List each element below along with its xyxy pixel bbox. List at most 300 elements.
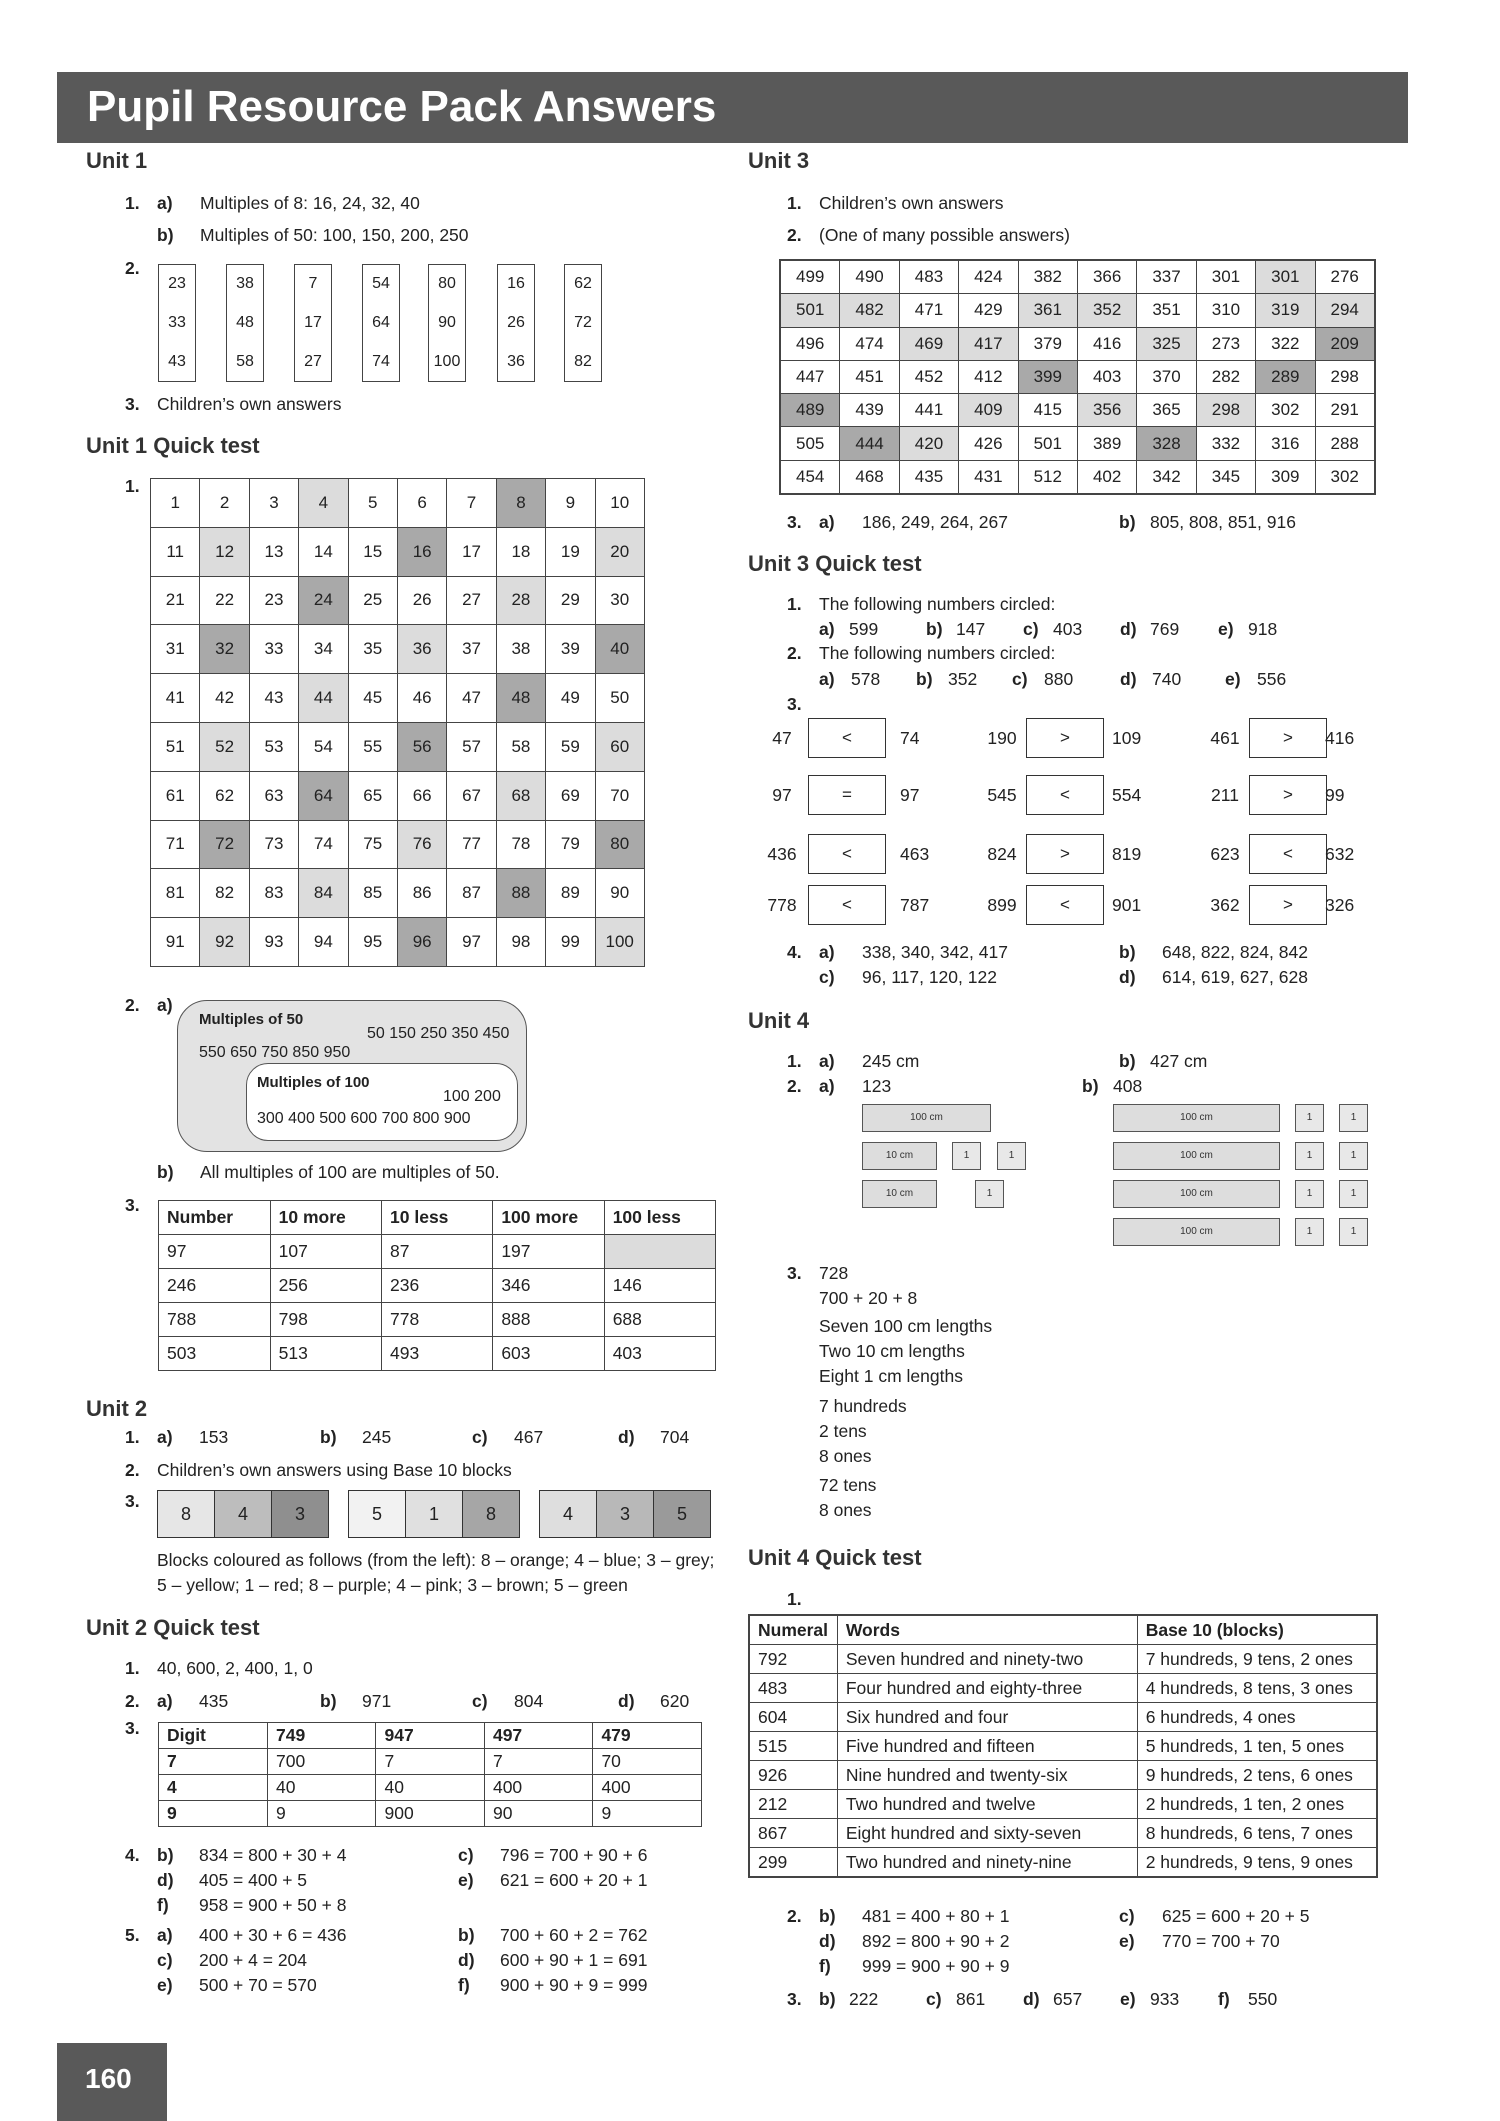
hundred-square-cell: 58 (496, 722, 545, 771)
venn-inner-label: Multiples of 100 (257, 1074, 370, 1091)
base10-rod: 10 cm (862, 1180, 937, 1208)
table-header: Words (837, 1615, 1137, 1645)
base10-cube: 1 (1295, 1180, 1324, 1208)
compare-left: 545 (987, 785, 1017, 805)
hundred-square-cell: 91 (151, 918, 200, 967)
hundred-square-cell: 85 (348, 869, 397, 918)
unit3-grid-cell: 289 (1256, 360, 1315, 393)
column-cell: 16 (507, 275, 525, 292)
venn-inner (246, 1063, 518, 1141)
answer-value: 796 = 700 + 90 + 6 (500, 1845, 648, 1865)
hundred-square-cell: 81 (151, 869, 200, 918)
unit3-grid-cell: 402 (1077, 460, 1136, 494)
column-cell: 62 (574, 275, 592, 292)
unit4-q3-line: 700 + 20 + 8 (819, 1288, 918, 1308)
table-cell: 403 (604, 1337, 715, 1371)
answer-value: 147 (956, 619, 986, 639)
unit3-grid-cell: 482 (840, 294, 899, 327)
hundred-square-cell: 2 (200, 479, 249, 528)
answer-value: 556 (1257, 669, 1287, 689)
table-cell: 603 (493, 1337, 604, 1371)
table-header: Numeral (749, 1615, 837, 1645)
table-cell: 700 (268, 1749, 376, 1775)
hundred-square-cell: 66 (397, 771, 446, 820)
table-cell: 70 (593, 1749, 702, 1775)
q-number: 1. (125, 476, 140, 496)
hundred-square-cell: 5 (348, 479, 397, 528)
unit3-grid-cell: 501 (1018, 427, 1077, 460)
unit3-q2: (One of many possible answers) (819, 225, 1070, 245)
compare-symbol-box: < (808, 718, 886, 758)
answer-value: 500 + 70 = 570 (199, 1975, 317, 1995)
q-label: c) (1012, 669, 1028, 689)
answer-value: 352 (948, 669, 978, 689)
q-label: a) (819, 1051, 835, 1071)
q-label: c) (472, 1427, 488, 1447)
hundred-square-cell: 14 (299, 527, 348, 576)
unit1-q3: Children’s own answers (157, 394, 342, 414)
hundred-square-cell: 37 (447, 625, 496, 674)
unit2-title: Unit 2 (86, 1396, 148, 1421)
q-number: 2. (125, 995, 140, 1015)
hundred-square-cell: 94 (299, 918, 348, 967)
q-number: 5. (125, 1925, 140, 1945)
hundred-square (150, 478, 645, 967)
unit3-grid-cell: 468 (840, 460, 899, 494)
hundred-square-cell: 18 (496, 527, 545, 576)
table-cell: 493 (382, 1337, 493, 1371)
table-header: Number (159, 1201, 271, 1235)
hundred-square-cell: 4 (299, 479, 348, 528)
table-cell: 212 (749, 1790, 837, 1819)
unit3-grid-cell: 302 (1256, 394, 1315, 427)
answer-value: 578 (851, 669, 881, 689)
column-cell: 54 (372, 275, 390, 292)
hundred-square-cell: 84 (299, 869, 348, 918)
compare-right: 97 (900, 785, 920, 805)
hundred-square-cell: 93 (249, 918, 298, 967)
table-header: 479 (593, 1723, 702, 1749)
q-number: 2. (125, 1460, 140, 1480)
table-cell: Seven hundred and ninety-two (837, 1645, 1137, 1674)
compare-symbol-box: = (808, 775, 886, 815)
hundred-square-cell: 36 (397, 625, 446, 674)
unit3-grid-cell: 302 (1315, 460, 1375, 494)
q-number: 2. (787, 1906, 802, 1926)
hundred-square-cell: 56 (397, 722, 446, 771)
q-label: e) (1225, 669, 1241, 689)
unit3-grid-cell: 489 (780, 394, 840, 427)
compare-right: 632 (1325, 844, 1355, 864)
base10-rod: 100 cm (1113, 1104, 1280, 1132)
answer-value: 614, 619, 627, 628 (1162, 967, 1308, 987)
column-cell: 80 (438, 275, 456, 292)
q-number: 3. (125, 1718, 140, 1738)
answer-value: 620 (660, 1691, 690, 1711)
table-cell: 400 (484, 1775, 592, 1801)
unit3-grid-cell: 288 (1315, 427, 1375, 460)
unit4-q1b: 427 cm (1150, 1051, 1208, 1071)
q-number: 2. (787, 643, 802, 663)
venn-outer-numbers: 550 650 750 850 950 (199, 1044, 351, 1061)
table-cell: 299 (749, 1848, 837, 1878)
table-cell: 236 (382, 1269, 493, 1303)
hundred-square-cell: 60 (595, 722, 644, 771)
unit3-q1: Children’s own answers (819, 193, 1004, 213)
hundred-square-cell: 27 (447, 576, 496, 625)
table-cell: Eight hundred and sixty-seven (837, 1819, 1137, 1848)
column-cell: 7 (308, 275, 318, 292)
unit4-q3-line: 8 ones (819, 1500, 872, 1520)
unit3-grid-cell: 403 (1077, 360, 1136, 393)
hundred-square-cell: 11 (151, 527, 200, 576)
column-cell: 48 (236, 314, 254, 331)
q-label: d) (157, 1870, 174, 1890)
number-column (428, 264, 466, 382)
q-label: a) (157, 995, 173, 1015)
hundred-square-cell: 65 (348, 771, 397, 820)
answer-value: 770 = 700 + 70 (1162, 1931, 1280, 1951)
q-number: 1. (787, 1589, 802, 1609)
unit3-grid-cell: 399 (1018, 360, 1077, 393)
compare-left: 436 (767, 844, 797, 864)
answer-value: 657 (1053, 1989, 1083, 2009)
compare-symbol-box: < (1026, 775, 1104, 815)
hundred-square-cell: 82 (200, 869, 249, 918)
table-header: 100 more (493, 1201, 604, 1235)
unit2-note: Blocks coloured as follows (from the left): 8 – orange; 4 – blue; 3 – grey; (157, 1550, 715, 1570)
column-cell: 36 (507, 353, 525, 370)
table-cell: 87 (382, 1235, 493, 1269)
answer-value: 918 (1248, 619, 1278, 639)
q-label: b) (458, 1925, 475, 1945)
unit3-grid-cell: 499 (780, 260, 840, 294)
table-cell: 4 (159, 1775, 268, 1801)
q-label: c) (472, 1691, 488, 1711)
table-cell: 9 (159, 1801, 268, 1827)
q-number: 4. (787, 942, 802, 962)
column-cell: 72 (574, 314, 592, 331)
hundred-square-cell: 100 (595, 918, 644, 967)
unit2-note: 5 – yellow; 1 – red; 8 – purple; 4 – pink; 3 – brown; 5 – green (157, 1575, 628, 1595)
q-label: a) (157, 1427, 173, 1447)
compare-right: 99 (1325, 785, 1345, 805)
q-label: a) (819, 942, 835, 962)
answer-value: 933 (1150, 1989, 1180, 2009)
hundred-square-cell: 50 (595, 674, 644, 723)
hundred-square-cell: 79 (546, 820, 595, 869)
q-label: b) (1082, 1076, 1099, 1096)
hundred-square-cell: 23 (249, 576, 298, 625)
q-number: 3. (787, 694, 802, 714)
table-cell: 483 (749, 1674, 837, 1703)
q-label: c) (458, 1845, 474, 1865)
table-cell: 197 (493, 1235, 604, 1269)
q-number: 3. (787, 1263, 802, 1283)
column-cell: 64 (372, 314, 390, 331)
column-cell: 100 (433, 353, 461, 370)
hundred-square-cell: 69 (546, 771, 595, 820)
hundred-square-cell: 83 (249, 869, 298, 918)
q-number: 1. (787, 193, 802, 213)
table-header: 10 more (270, 1201, 381, 1235)
unit4-title: Unit 4 (748, 1008, 810, 1033)
answer-value: 769 (1150, 619, 1180, 639)
q-label: c) (926, 1989, 942, 2009)
unit3-grid-cell: 431 (959, 460, 1018, 494)
answer-value: 96, 117, 120, 122 (862, 967, 997, 987)
hundred-square-cell: 80 (595, 820, 644, 869)
unit3-q3b: 805, 808, 851, 916 (1150, 512, 1296, 532)
number-column (564, 264, 602, 382)
unit3-grid-cell: 447 (780, 360, 840, 393)
answer-value: 550 (1248, 1989, 1278, 2009)
unit3-grid-cell: 322 (1256, 327, 1315, 360)
q-label: f) (157, 1895, 169, 1915)
unit3-grid-cell: 365 (1137, 394, 1196, 427)
table-cell: 9 (268, 1801, 376, 1827)
q-number: 2. (125, 1691, 140, 1711)
unit4-q3-line: 72 tens (819, 1475, 877, 1495)
q-label: a) (157, 193, 173, 213)
answer-value: 625 = 600 + 20 + 5 (1162, 1906, 1310, 1926)
hundred-square-cell: 44 (299, 674, 348, 723)
unit3-quick-q1: The following numbers circled: (819, 594, 1056, 614)
unit3-grid-cell: 366 (1077, 260, 1136, 294)
unit3-grid-cell: 501 (780, 294, 840, 327)
answer-value: 861 (956, 1989, 986, 2009)
compare-left: 97 (772, 785, 792, 805)
compare-left: 899 (987, 895, 1017, 915)
unit3-grid-cell: 389 (1077, 427, 1136, 460)
unit4-q3-line: Eight 1 cm lengths (819, 1366, 963, 1386)
base10-cube: 1 (1339, 1142, 1368, 1170)
table-cell: Five hundred and fifteen (837, 1732, 1137, 1761)
unit3-grid-cell: 412 (959, 360, 1018, 393)
table-cell: 97 (159, 1235, 271, 1269)
q-label: c) (819, 967, 835, 987)
compare-symbol-box: > (1249, 775, 1327, 815)
table-cell: 246 (159, 1269, 271, 1303)
hundred-square-cell: 59 (546, 722, 595, 771)
unit3-grid-cell: 328 (1137, 427, 1196, 460)
base10-rod: 100 cm (1113, 1180, 1280, 1208)
q-number: 3. (125, 394, 140, 414)
unit1-title: Unit 1 (86, 148, 148, 173)
table-cell: 798 (270, 1303, 381, 1337)
hundred-square-cell: 92 (200, 918, 249, 967)
compare-right: 787 (900, 895, 930, 915)
base10-cube: 1 (1339, 1218, 1368, 1246)
q-number: 1. (125, 193, 140, 213)
number-column (294, 264, 332, 382)
q-label: a) (819, 669, 835, 689)
q-label: b) (1119, 1051, 1136, 1071)
answer-value: 481 = 400 + 80 + 1 (862, 1906, 1010, 1926)
hundred-square-cell: 88 (496, 869, 545, 918)
table-cell: 7 (159, 1749, 268, 1775)
q-number: 3. (125, 1491, 140, 1511)
page-number: 160 (85, 2063, 132, 2094)
base10-cube: 1 (1295, 1104, 1324, 1132)
unit3-grid-cell: 342 (1137, 460, 1196, 494)
q-label: d) (1023, 1989, 1040, 2009)
unit3-grid-cell: 382 (1018, 260, 1077, 294)
venn-inner-numbers: 300 400 500 600 700 800 900 (257, 1110, 471, 1127)
unit3-grid-cell: 316 (1256, 427, 1315, 460)
hundred-square-cell: 33 (249, 625, 298, 674)
table-cell: 40 (268, 1775, 376, 1801)
column-cell: 23 (168, 275, 186, 292)
venn-outer (177, 1000, 527, 1152)
hundred-square-cell: 20 (595, 527, 644, 576)
hundred-square-cell: 32 (200, 625, 249, 674)
answer-value: 648, 822, 824, 842 (1162, 942, 1308, 962)
unit1-q1b: Multiples of 50: 100, 150, 200, 250 (200, 225, 469, 245)
unit3-grid-cell: 505 (780, 427, 840, 460)
q-number: 2. (125, 258, 140, 278)
unit4-q3-line: 2 tens (819, 1421, 867, 1441)
answer-value: 971 (362, 1691, 392, 1711)
hundred-square-cell: 63 (249, 771, 298, 820)
hundred-square-cell: 21 (151, 576, 200, 625)
compare-left: 190 (987, 728, 1017, 748)
column-cell: 27 (304, 353, 322, 370)
hundred-square-cell: 71 (151, 820, 200, 869)
unit3-grid-cell: 409 (959, 394, 1018, 427)
hundred-square-cell: 45 (348, 674, 397, 723)
number-column (158, 264, 196, 382)
hundred-square-cell: 13 (249, 527, 298, 576)
table-cell: 346 (493, 1269, 604, 1303)
unit1-quick-title: Unit 1 Quick test (86, 433, 260, 458)
unit3-grid-cell: 444 (840, 427, 899, 460)
hundred-square-cell: 54 (299, 722, 348, 771)
base10-cube: 1 (997, 1142, 1026, 1170)
compare-left: 824 (987, 844, 1017, 864)
base10-rod: 100 cm (862, 1104, 991, 1132)
compare-left: 461 (1210, 728, 1240, 748)
table-cell: 6 hundreds, 4 ones (1137, 1703, 1377, 1732)
column-cell: 33 (168, 314, 186, 331)
unit3-grid-cell: 209 (1315, 327, 1375, 360)
hundred-square-cell: 28 (496, 576, 545, 625)
hundred-square-cell: 1 (151, 479, 200, 528)
unit3-quick-title: Unit 3 Quick test (748, 551, 922, 576)
compare-right: 901 (1112, 895, 1142, 915)
unit3-grid-cell: 352 (1077, 294, 1136, 327)
hundred-square-cell: 86 (397, 869, 446, 918)
table-cell: Four hundred and eighty-three (837, 1674, 1137, 1703)
q-label: a) (157, 1925, 173, 1945)
table-header: Base 10 (blocks) (1137, 1615, 1377, 1645)
unit3-grid-cell: 490 (840, 260, 899, 294)
q-label: c) (1023, 619, 1039, 639)
column-cell: 43 (168, 353, 186, 370)
hundred-square-cell: 30 (595, 576, 644, 625)
hundred-square-cell: 99 (546, 918, 595, 967)
hundred-square-cell: 55 (348, 722, 397, 771)
hundred-square-cell: 41 (151, 674, 200, 723)
hundred-square-cell: 52 (200, 722, 249, 771)
hundred-square-cell: 46 (397, 674, 446, 723)
hundred-square-cell: 73 (249, 820, 298, 869)
q-label: b) (157, 1162, 174, 1182)
compare-right: 74 (900, 728, 920, 748)
block: 4 (540, 1491, 597, 1537)
unit1-quick-q2b: All multiples of 100 are multiples of 50. (200, 1162, 500, 1182)
q-label: c) (157, 1950, 173, 1970)
hundred-square-cell: 51 (151, 722, 200, 771)
block: 8 (158, 1491, 215, 1537)
unit4-q3-line: 8 ones (819, 1446, 872, 1466)
unit3-grid-cell: 471 (899, 294, 958, 327)
column-cell: 58 (236, 353, 254, 370)
table-cell: 9 (593, 1801, 702, 1827)
compare-right: 109 (1112, 728, 1142, 748)
answer-value: 958 = 900 + 50 + 8 (199, 1895, 347, 1915)
answer-value: 900 + 90 + 9 = 999 (500, 1975, 648, 1995)
hundred-square-cell: 15 (348, 527, 397, 576)
numeral-words-table (748, 1614, 1378, 1878)
hundred-square-cell: 70 (595, 771, 644, 820)
table-header: Digit (159, 1723, 268, 1749)
table-cell: 5 hundreds, 1 ten, 5 ones (1137, 1732, 1377, 1761)
answer-value: 467 (514, 1427, 544, 1447)
unit3-grid-cell: 424 (959, 260, 1018, 294)
base10-cube: 1 (1295, 1142, 1324, 1170)
unit3-grid-cell: 298 (1196, 394, 1255, 427)
unit3-grid-cell: 429 (959, 294, 1018, 327)
more-less-table (158, 1200, 716, 1371)
answer-value: 435 (199, 1691, 229, 1711)
hundred-square-cell: 95 (348, 918, 397, 967)
block: 4 (215, 1491, 272, 1537)
unit1-q1a: Multiples of 8: 16, 24, 32, 40 (200, 193, 420, 213)
table-cell: 8 hundreds, 6 tens, 7 ones (1137, 1819, 1377, 1848)
compare-symbol-box: > (1026, 834, 1104, 874)
hundred-square-cell: 67 (447, 771, 496, 820)
page-header (57, 72, 1408, 143)
hundred-square-cell: 25 (348, 576, 397, 625)
table-cell: Two hundred and ninety-nine (837, 1848, 1137, 1878)
q-label: a) (819, 512, 835, 532)
unit4-q2a: 123 (862, 1076, 892, 1096)
table-cell: 400 (593, 1775, 702, 1801)
table-header: 10 less (382, 1201, 493, 1235)
hundred-square-cell: 53 (249, 722, 298, 771)
answer-value: 700 + 60 + 2 = 762 (500, 1925, 648, 1945)
table-cell: 107 (270, 1235, 381, 1269)
q-label: b) (157, 225, 174, 245)
unit3-title: Unit 3 (748, 148, 810, 173)
q-number: 4. (125, 1845, 140, 1865)
table-cell: 604 (749, 1703, 837, 1732)
unit3-grid-cell: 332 (1196, 427, 1255, 460)
hundred-square-cell: 62 (200, 771, 249, 820)
unit3-grid-cell: 420 (899, 427, 958, 460)
q-label: b) (819, 1989, 836, 2009)
block-group (539, 1490, 711, 1538)
q-label: b) (1119, 512, 1136, 532)
q-label: c) (1119, 1906, 1135, 1926)
base10-cube: 1 (1339, 1104, 1368, 1132)
compare-left: 211 (1211, 785, 1239, 805)
hundred-square-cell: 75 (348, 820, 397, 869)
compare-left: 623 (1210, 844, 1240, 864)
compare-symbol-box: > (1249, 718, 1327, 758)
unit4-quick-title: Unit 4 Quick test (748, 1545, 922, 1570)
